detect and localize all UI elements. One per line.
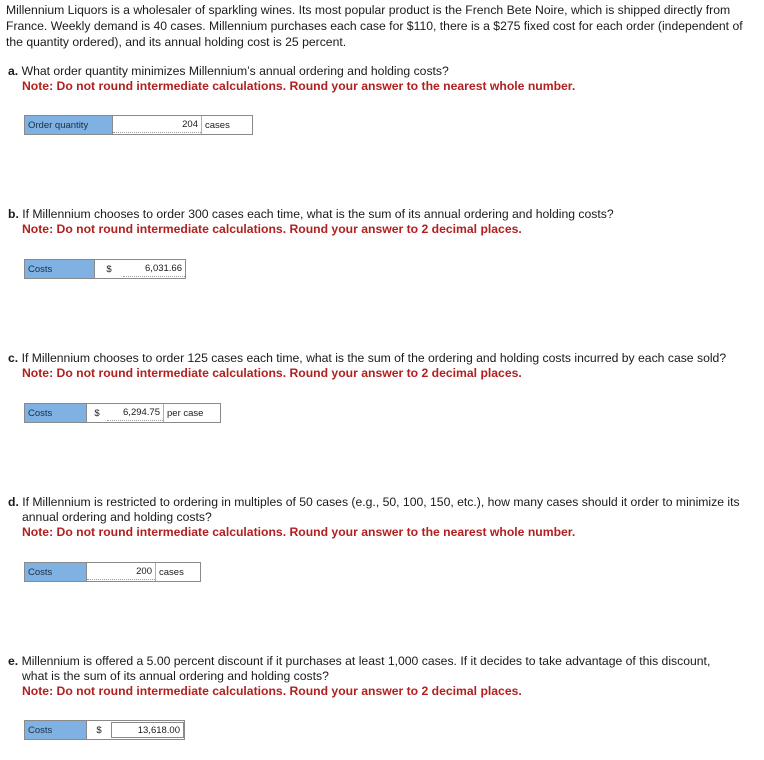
answer-label: Costs [25, 563, 87, 581]
answer-label: Costs [25, 404, 87, 422]
currency-symbol: $ [106, 263, 112, 275]
costs-input[interactable]: 6,294.75 [107, 405, 163, 421]
question-c [8, 351, 760, 381]
question-text-continued: what is the sum of its annual ordering and holding costs? [22, 669, 329, 683]
question-text: If Millennium is restricted to ordering in multiples of 50 cases (e.g., 50, 100, 150, etc.), how many cases should it order to minimize its [22, 495, 740, 509]
currency-symbol: $ [94, 407, 100, 419]
answer-label: Order quantity [25, 116, 113, 134]
question-b [8, 207, 760, 237]
answer-label: Costs [25, 260, 95, 278]
question-letter: a. [8, 64, 19, 78]
answer-row-b [24, 259, 186, 279]
question-letter: e. [8, 654, 19, 668]
answer-row-e [24, 720, 185, 740]
question-a [8, 64, 760, 94]
rounding-note: Note: Do not round intermediate calculations. Round your answer to the nearest whole number. [22, 79, 576, 93]
rounding-note: Note: Do not round intermediate calculations. Round your answer to the nearest whole number. [22, 525, 576, 539]
problem-intro: Millennium Liquors is a wholesaler of sparkling wines. Its most popular product is the French Bete Noire, which is shipped directly from France. Weekly demand is 40 cases. Millennium purchases each case for $110, there is a $275 fixed cost for each order (independent of the quantity ordered), and its annual holding cost is 25 percent. [6, 3, 743, 49]
question-text-continued: annual ordering and holding costs? [22, 510, 212, 524]
order-quantity-input[interactable]: 200 [87, 564, 155, 580]
answer-row-d [24, 562, 201, 582]
costs-input[interactable]: 6,031.66 [123, 261, 185, 277]
question-text: If Millennium chooses to order 125 cases each time, what is the sum of the ordering and holding costs incurred by each case sold? [21, 351, 727, 365]
unit-label: cases [201, 116, 234, 134]
question-text: Millennium is offered a 5.00 percent discount if it purchases at least 1,000 cases. If it decides to take advantage of this discount, [21, 654, 711, 668]
unit-label: per case [163, 404, 207, 422]
question-letter: b. [8, 207, 19, 221]
answer-row-c [24, 403, 221, 423]
question-text: If Millennium chooses to order 300 cases each time, what is the sum of its annual ordering and holding costs? [22, 207, 614, 221]
order-quantity-input[interactable]: 204 [113, 117, 201, 133]
unit-label: cases [155, 563, 188, 581]
answer-label: Costs [25, 721, 87, 739]
rounding-note: Note: Do not round intermediate calculations. Round your answer to 2 decimal places. [22, 684, 522, 698]
rounding-note: Note: Do not round intermediate calculations. Round your answer to 2 decimal places. [22, 366, 522, 380]
rounding-note: Note: Do not round intermediate calculations. Round your answer to 2 decimal places. [22, 222, 522, 236]
question-letter: c. [8, 351, 19, 365]
question-d [8, 495, 760, 540]
question-e [8, 654, 760, 699]
currency-symbol: $ [96, 724, 102, 736]
answer-row-a [24, 115, 253, 135]
question-text: What order quantity minimizes Millennium’s annual ordering and holding costs? [21, 64, 449, 78]
question-letter: d. [8, 495, 19, 509]
costs-input[interactable]: 13,618.00 [111, 722, 184, 738]
